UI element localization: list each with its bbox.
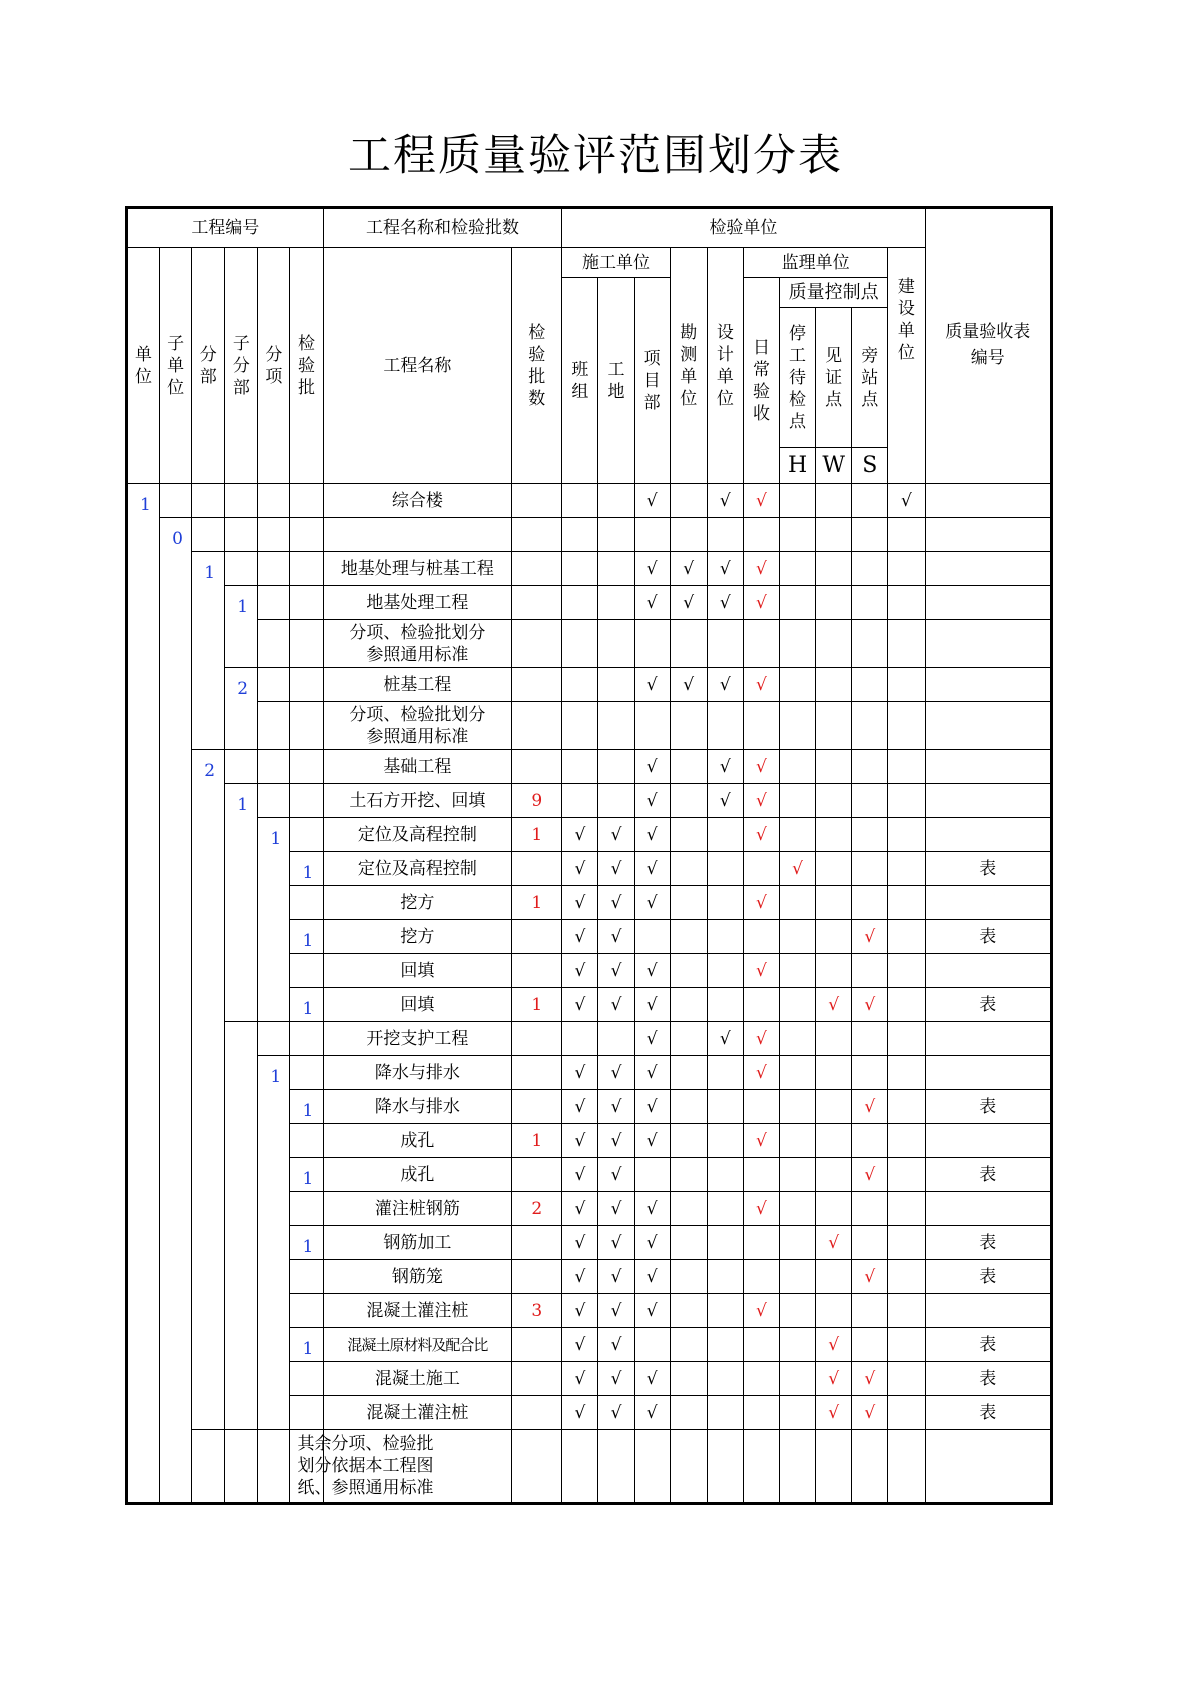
hdr-char: 部: [199, 366, 217, 387]
check-mark: √: [707, 668, 743, 702]
form-no: 表: [925, 920, 1051, 954]
header-team: [562, 278, 598, 484]
check-mark: √: [634, 784, 670, 818]
row-name: 灌注桩钢筋: [323, 1192, 512, 1226]
header-design: [707, 248, 743, 484]
check-mark: √: [634, 852, 670, 886]
check-mark: √: [743, 484, 779, 518]
unit-code: 1: [127, 484, 160, 1504]
check-mark: √: [743, 1192, 779, 1226]
hdr-char: 站: [861, 367, 879, 388]
check-mark: √: [634, 886, 670, 920]
row-name: 混凝土灌注桩: [323, 1294, 512, 1328]
check-mark: √: [562, 1192, 598, 1226]
row-name: 混凝土灌注桩: [323, 1396, 512, 1430]
hdr-char: 单: [716, 366, 734, 387]
check-mark: √: [598, 954, 634, 988]
row-name: 成孔: [323, 1124, 512, 1158]
check-mark: √: [634, 552, 670, 586]
hdr-char: 单: [680, 366, 698, 387]
check-mark: √: [598, 1260, 634, 1294]
header-project-name: 工程名称: [323, 248, 512, 484]
subdivision-code: 1: [225, 784, 258, 1022]
note-text: 分项、检验批划分参照通用标准: [349, 622, 486, 665]
row-name: 地基处理工程: [323, 586, 512, 620]
check-mark: √: [634, 484, 670, 518]
check-mark: √: [562, 1362, 598, 1396]
check-mark: √: [816, 988, 852, 1022]
check-mark: √: [562, 1328, 598, 1362]
hdr-char: 子: [232, 333, 250, 354]
subdivision-code: 1: [225, 586, 258, 668]
check-mark: √: [598, 852, 634, 886]
form-no-label: 质量验收表编号: [945, 322, 1031, 368]
check-mark: √: [707, 484, 743, 518]
check-mark: √: [562, 954, 598, 988]
header-W: W: [816, 448, 852, 484]
check-mark: √: [598, 886, 634, 920]
hdr-char: 设: [897, 299, 915, 319]
header-inspect-group: 检验单位: [562, 208, 925, 248]
batch-code: 1: [290, 988, 323, 1022]
check-mark: √: [743, 750, 779, 784]
hdr-char: 数: [528, 388, 546, 409]
header-quality-points: 质量控制点: [780, 278, 888, 308]
header-owner: [888, 248, 925, 484]
hdr-char: 工: [789, 345, 807, 366]
form-no: 表: [925, 1396, 1051, 1430]
hdr-char: 收: [752, 403, 770, 424]
check-mark: √: [743, 552, 779, 586]
check-mark: √: [562, 1124, 598, 1158]
row-name: 地基处理与桩基工程: [323, 552, 512, 586]
check-mark: √: [670, 668, 707, 702]
check-mark: √: [562, 1226, 598, 1260]
check-mark: √: [598, 818, 634, 852]
header-dept: [634, 278, 670, 484]
hdr-char: 点: [861, 389, 879, 410]
header-name-group: 工程名称和检验批数: [323, 208, 562, 248]
check-mark: √: [598, 1328, 634, 1362]
batch-count: 1: [512, 988, 562, 1022]
header-sub-division: [225, 248, 258, 484]
header-batch-count: [512, 248, 562, 484]
row-note: [323, 702, 512, 750]
check-mark: √: [634, 1192, 670, 1226]
check-mark: √: [634, 1260, 670, 1294]
batch-count: 9: [512, 784, 562, 818]
header-witness: [816, 308, 852, 448]
check-mark: √: [888, 484, 925, 518]
hdr-char: 批: [528, 366, 546, 387]
row-name: [323, 518, 512, 552]
row-name: 基础工程: [323, 750, 512, 784]
check-mark: √: [634, 1294, 670, 1328]
page-title: 工程质量验评范围划分表: [348, 131, 843, 181]
check-mark: √: [852, 1396, 888, 1430]
hdr-char: 分: [265, 344, 283, 365]
check-mark: √: [707, 552, 743, 586]
check-mark: √: [780, 852, 816, 886]
header-supervisor: 监理单位: [743, 248, 887, 278]
header-code-group: 工程编号: [127, 208, 324, 248]
hdr-char: 位: [897, 343, 915, 363]
row-name: 降水与排水: [323, 1090, 512, 1124]
hdr-char: 设: [716, 322, 734, 343]
hdr-char: 计: [716, 344, 734, 365]
header-item: [258, 248, 290, 484]
batch-count: 3: [512, 1294, 562, 1328]
hdr-char: 检: [528, 322, 546, 343]
hdr-char: 建: [897, 277, 915, 297]
hdr-char: 批: [298, 377, 316, 398]
check-mark: √: [743, 1056, 779, 1090]
hdr-char: 位: [680, 388, 698, 409]
check-mark: √: [562, 1260, 598, 1294]
header-batch: [290, 248, 323, 484]
batch-code: 1: [290, 1328, 323, 1362]
check-mark: √: [743, 886, 779, 920]
check-mark: √: [562, 1056, 598, 1090]
hdr-char: 点: [789, 411, 807, 432]
check-mark: √: [634, 988, 670, 1022]
check-mark: √: [743, 668, 779, 702]
division-table: [125, 206, 1053, 1505]
hdr-char: 单: [135, 344, 153, 365]
header-form-no: [925, 208, 1051, 484]
form-no: 表: [925, 1090, 1051, 1124]
hdr-char: 子: [167, 333, 185, 354]
header-standby: [852, 308, 888, 448]
check-mark: √: [562, 818, 598, 852]
hdr-char: 组: [571, 381, 589, 402]
row-note: [323, 620, 512, 668]
form-no: 表: [925, 1158, 1051, 1192]
hdr-char: 部: [643, 392, 661, 413]
check-mark: √: [634, 1090, 670, 1124]
hdr-char: 目: [643, 370, 661, 391]
row-name: 定位及高程控制: [323, 818, 512, 852]
row-name: 定位及高程控制: [323, 852, 512, 886]
row-name: 降水与排水: [323, 1056, 512, 1090]
batch-code: 1: [290, 1158, 323, 1192]
header-contractor: 施工单位: [562, 248, 670, 278]
hdr-char: 地: [607, 381, 625, 402]
header-H: H: [780, 448, 816, 484]
hdr-char: 证: [825, 367, 843, 388]
hdr-char: 勘: [680, 322, 698, 343]
batch-code: 1: [290, 1226, 323, 1260]
check-mark: √: [562, 886, 598, 920]
batch-count: 1: [512, 886, 562, 920]
check-mark: √: [562, 1090, 598, 1124]
check-mark: √: [598, 1056, 634, 1090]
row-name: 开挖支护工程: [323, 1022, 512, 1056]
check-mark: √: [816, 1226, 852, 1260]
hdr-char: 单: [897, 321, 915, 341]
check-mark: √: [743, 818, 779, 852]
form-no: 表: [925, 1328, 1051, 1362]
hdr-char: 工: [607, 359, 625, 380]
hdr-char: 位: [135, 366, 153, 387]
form-no: 表: [925, 1362, 1051, 1396]
check-mark: √: [743, 784, 779, 818]
hdr-char: 检: [789, 389, 807, 410]
row-name: 土石方开挖、回填: [323, 784, 512, 818]
check-mark: √: [562, 988, 598, 1022]
note-text: 其余分项、检验批划分依据本工程图纸、参照通用标准: [297, 1434, 434, 1498]
check-mark: √: [816, 1328, 852, 1362]
check-mark: √: [634, 586, 670, 620]
header-unit: [127, 248, 160, 484]
hdr-char: 待: [789, 367, 807, 388]
hdr-char: 班: [571, 359, 589, 380]
check-mark: √: [852, 920, 888, 954]
batch-code: 1: [290, 1090, 323, 1124]
check-mark: √: [670, 586, 707, 620]
hdr-char: 验: [298, 355, 316, 376]
hdr-char: 分: [232, 355, 250, 376]
hdr-char: 分: [199, 344, 217, 365]
item-code: 1: [258, 1056, 290, 1430]
batch-count: 2: [512, 1192, 562, 1226]
hdr-char: 部: [232, 377, 250, 398]
hdr-char: 日: [752, 337, 770, 358]
row-note: [290, 1430, 434, 1504]
item-code: 1: [258, 818, 290, 1022]
form-no: 表: [925, 1226, 1051, 1260]
hdr-char: 项: [643, 348, 661, 369]
batch-code: 1: [290, 920, 323, 954]
check-mark: √: [743, 1022, 779, 1056]
check-mark: √: [634, 1022, 670, 1056]
row-name: 挖方: [323, 886, 512, 920]
check-mark: √: [598, 1192, 634, 1226]
batch-count: 1: [512, 818, 562, 852]
header-hold: [780, 308, 816, 448]
check-mark: √: [598, 1396, 634, 1430]
check-mark: √: [562, 1294, 598, 1328]
check-mark: √: [634, 750, 670, 784]
hdr-char: 停: [789, 323, 807, 344]
form-no: 表: [925, 852, 1051, 886]
batch-code: 1: [290, 852, 323, 886]
batch-count: 1: [512, 1124, 562, 1158]
division-code: 2: [192, 750, 225, 1430]
row-name: 混凝土原材料及配合比: [323, 1328, 512, 1362]
row-name: 回填: [323, 954, 512, 988]
check-mark: √: [743, 1124, 779, 1158]
check-mark: √: [634, 668, 670, 702]
hdr-char: 常: [752, 359, 770, 380]
check-mark: √: [598, 920, 634, 954]
check-mark: √: [852, 1090, 888, 1124]
check-mark: √: [852, 1260, 888, 1294]
check-mark: √: [743, 954, 779, 988]
check-mark: √: [634, 1362, 670, 1396]
check-mark: √: [743, 1294, 779, 1328]
check-mark: √: [598, 1158, 634, 1192]
row-name: 成孔: [323, 1158, 512, 1192]
row-name: 桩基工程: [323, 668, 512, 702]
subdivision-code: 2: [225, 668, 258, 750]
row-name: 挖方: [323, 920, 512, 954]
row-name: 钢筋加工: [323, 1226, 512, 1260]
check-mark: √: [598, 1226, 634, 1260]
check-mark: √: [743, 586, 779, 620]
form-no: 表: [925, 988, 1051, 1022]
check-mark: √: [852, 1158, 888, 1192]
hdr-char: 位: [716, 388, 734, 409]
check-mark: √: [562, 920, 598, 954]
check-mark: √: [562, 852, 598, 886]
check-mark: √: [634, 1396, 670, 1430]
subunit-code: 0: [160, 518, 192, 1504]
check-mark: √: [707, 784, 743, 818]
header-S: S: [852, 448, 888, 484]
hdr-char: 见: [825, 345, 843, 366]
check-mark: √: [670, 552, 707, 586]
check-mark: √: [707, 750, 743, 784]
hdr-char: 验: [752, 381, 770, 402]
hdr-char: 测: [680, 344, 698, 365]
hdr-char: 旁: [861, 345, 879, 366]
check-mark: √: [852, 1362, 888, 1396]
check-mark: √: [598, 1124, 634, 1158]
check-mark: √: [562, 1396, 598, 1430]
hdr-char: 项: [265, 366, 283, 387]
division-code: 1: [192, 552, 225, 750]
header-site: [598, 278, 634, 484]
check-mark: √: [852, 988, 888, 1022]
hdr-char: 验: [528, 344, 546, 365]
form-no: 表: [925, 1260, 1051, 1294]
hdr-char: 点: [825, 389, 843, 410]
check-mark: √: [562, 1158, 598, 1192]
check-mark: √: [634, 954, 670, 988]
hdr-char: 位: [167, 377, 185, 398]
check-mark: √: [707, 586, 743, 620]
header-sub-unit: [160, 248, 192, 484]
check-mark: √: [598, 988, 634, 1022]
check-mark: √: [707, 1022, 743, 1056]
check-mark: √: [598, 1090, 634, 1124]
check-mark: √: [634, 1124, 670, 1158]
row-name: 综合楼: [323, 484, 512, 518]
header-division: [192, 248, 225, 484]
row-name: 钢筋笼: [323, 1260, 512, 1294]
hdr-char: 单: [167, 355, 185, 376]
check-mark: √: [634, 1056, 670, 1090]
check-mark: √: [598, 1294, 634, 1328]
check-mark: √: [816, 1396, 852, 1430]
row-name: 混凝土施工: [323, 1362, 512, 1396]
note-text: 分项、检验批划分参照通用标准: [349, 704, 486, 747]
hdr-char: 检: [298, 333, 316, 354]
check-mark: √: [816, 1362, 852, 1396]
check-mark: √: [634, 1226, 670, 1260]
header-daily: [743, 278, 779, 484]
header-survey: [670, 248, 707, 484]
check-mark: √: [634, 818, 670, 852]
check-mark: √: [598, 1362, 634, 1396]
row-name: 回填: [323, 988, 512, 1022]
